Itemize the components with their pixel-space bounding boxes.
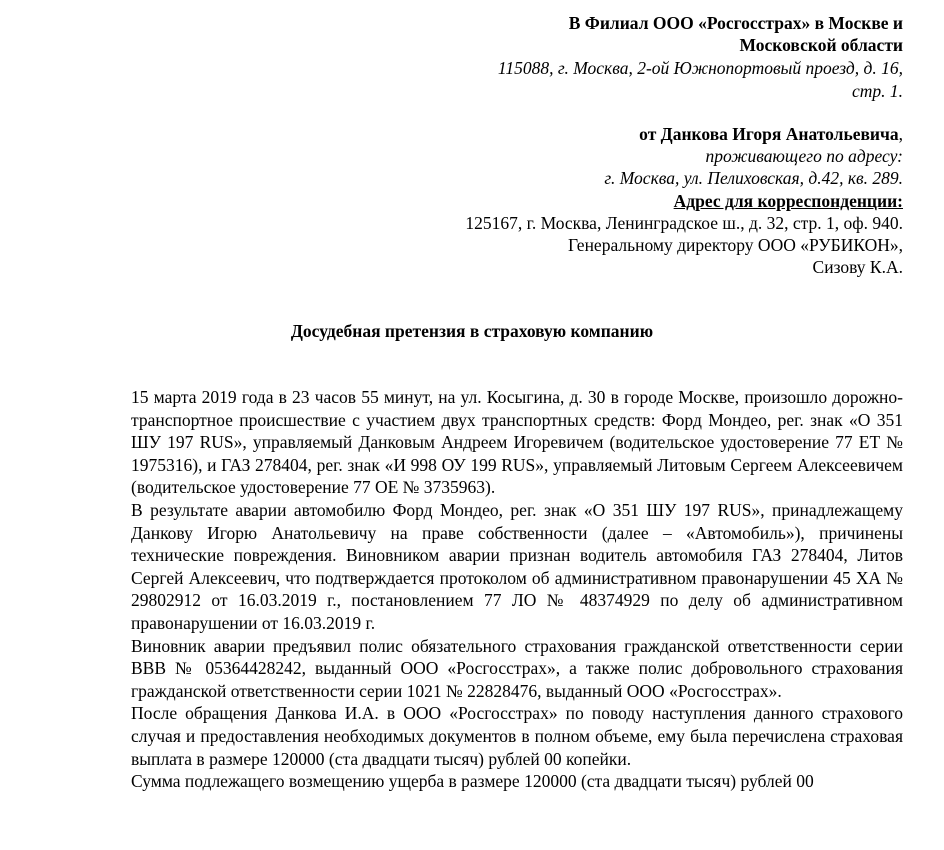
paragraph-payment: После обращения Данкова И.А. в ООО «Росгосстрах» по поводу наступления данного страхового случая и предоставления необходимых документов в полном объеме, ему была перечислена страховая выплата в размере 120000 (ста двадцати тысяч) рублей 00 копейки. <box>131 703 903 769</box>
recipient-line-1: В Филиал ООО «Росгосстрах» в Москве и <box>568 13 903 33</box>
recipient-address-line-1: 115088, г. Москва, 2-ой Южнопортовый проезд, д. 16, <box>497 58 903 78</box>
correspondence-person: Сизову К.А. <box>812 257 903 277</box>
paragraph-sum: Сумма подлежащего возмещению ущерба в размере 120000 (ста двадцати тысяч) рублей 00 <box>131 771 814 792</box>
recipient-address-line-2: стр. 1. <box>851 81 903 101</box>
correspondence-label: Адрес для корреспонденции: <box>673 191 903 211</box>
document-title: Досудебная претензия в страховую компанию <box>290 321 654 341</box>
sender-comma: , <box>898 124 903 144</box>
sender-address: г. Москва, ул. Пелиховская, д.42, кв. 289. <box>604 168 903 188</box>
paragraph-damage: В результате аварии автомобилю Форд Мондео, рег. знак «О 351 ШУ 197 RUS», принадлежащему Данкову Игорю Анатольевичу на праве собственности (далее – «Автомобиль»), причинены технические повреждения. Виновником аварии признан водитель автомобиля ГАЗ 278404, Литов Сергей Алексеевич, что подтверждается протоколом об административном правонарушении 45 ХА № 29802912 от 16.03.2019 г., постановлением 77 ЛО № 48374929 по делу об административном правонарушении от 16.03.2019 г. <box>131 499 903 633</box>
recipient-line-2: Московской области <box>739 35 903 55</box>
paragraph-policy: Виновник аварии предъявил полис обязательного страхования гражданской ответственности серии ВВВ № 05364428242, выданный ООО «Росгосстрах», а также полис добровольного страхования гражданской ответственности серии 1021 № 22828476, выданный ООО «Росгосстрах». <box>131 635 903 701</box>
document-body <box>131 386 903 793</box>
correspondence-recipient: Генеральному директору ООО «РУБИКОН», <box>568 235 903 255</box>
correspondence-address: 125167, г. Москва, Ленинградское ш., д. 32, стр. 1, оф. 940. <box>465 213 903 233</box>
sender-name: от Данкова Игоря Анатольевича <box>639 124 899 144</box>
sender-line <box>639 123 903 145</box>
paragraph-accident: 15 марта 2019 года в 23 часов 55 минут, на ул. Косыгина, д. 30 в городе Москве, произошло дорожно-транспортное происшествие с участием двух транспортных средств: Форд Мондео, рег. знак «О 351 ШУ 197 RUS», управляемый Данковым Андреем Игоревичем (водительское удостоверение 77 ЕТ № 1975316), и ГАЗ 278404, рег. знак «И 998 ОУ 199 RUS», управляемый Литовым Сергеем Алексеевичем (водительское удостоверение 77 ОЕ № 3735963). <box>131 387 903 498</box>
sender-residing-label: проживающего по адресу: <box>705 146 903 166</box>
